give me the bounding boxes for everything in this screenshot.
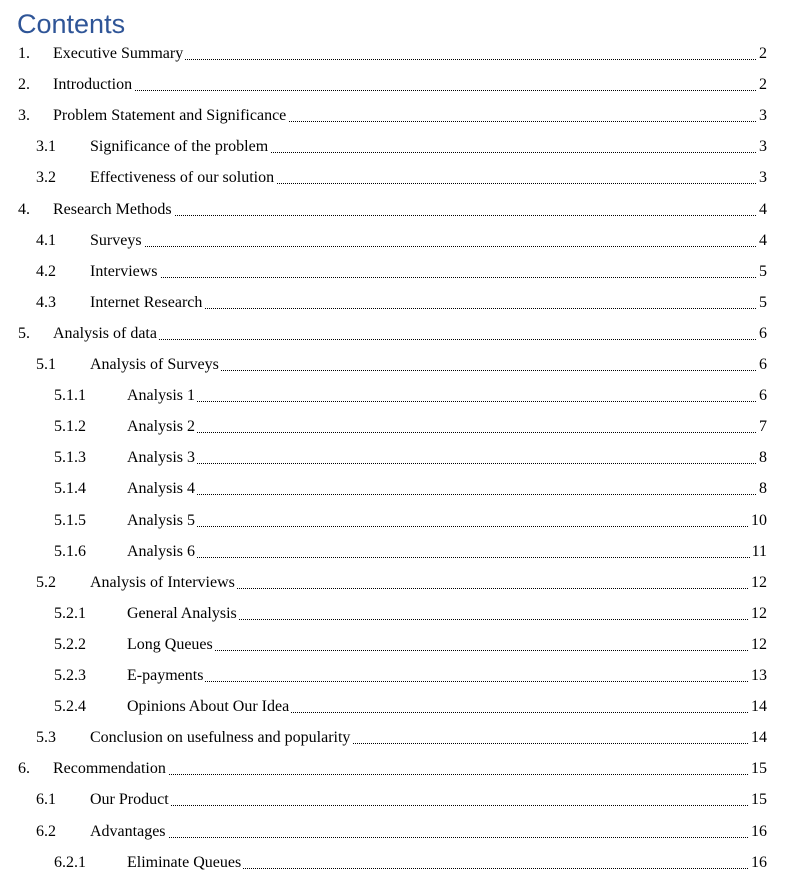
toc-entry-number: 4.1 [36,231,56,249]
dot-leader [96,245,764,247]
toc-entry[interactable] [0,598,794,629]
toc-entry-number: 5.2.4 [54,698,86,716]
toc-entry-page-number: 14 [751,729,767,747]
toc-entry-title: Long Queues [127,635,213,653]
toc-entry-number: 5.2.1 [54,604,86,622]
dot-leader [134,556,764,558]
toc-entry-number: 1. [18,45,30,62]
toc-entry[interactable] [0,225,794,256]
toc-entry-number: 5.1.4 [54,480,86,498]
toc-entry-title: Analysis 6 [127,542,195,560]
toc-entry-title: Recommendation [53,760,166,778]
toc-entry-page-number: 3 [759,107,767,125]
toc-entry-number: 5.1.6 [54,542,86,560]
toc-entry-number: 4. [18,200,30,218]
toc-entry-title: Conclusion on usefulness and popularity [90,729,351,747]
toc-entry[interactable] [0,536,794,567]
toc-entry[interactable] [0,287,794,318]
toc-entry[interactable] [0,847,794,878]
toc-entry-number: 3. [18,107,30,125]
toc-entry-title: Analysis of data [53,324,157,342]
toc-entry-title: Analysis of Interviews [90,573,235,591]
toc-entry[interactable] [0,473,794,504]
toc-entry-title: Analysis 5 [127,511,195,529]
toc-entry-page-number: 3 [759,169,767,187]
toc-entry-title: Effectiveness of our solution [90,169,275,187]
toc-entry-number: 5.1.2 [54,418,86,436]
toc-entry-title: Introduction [53,76,133,94]
dot-leader [60,338,764,340]
dot-leader [134,431,764,433]
toc-entry-page-number: 6 [759,324,767,342]
toc-entry-title: Surveys [90,231,142,249]
toc-entry-page-number: 13 [751,667,767,684]
toc-entry-title: Analysis of Surveys [90,356,219,373]
toc-entry[interactable] [0,784,794,815]
dot-leader [96,276,764,278]
toc-entry-number: 6.2.1 [54,853,86,871]
toc-entry-title: Problem Statement and Significance [53,107,287,125]
toc-entry[interactable] [0,753,794,784]
toc-entry-page-number: 2 [759,76,767,94]
toc-entry-number: 6.1 [36,791,56,809]
toc-entry-page-number: 4 [759,231,767,249]
toc-entry-title: Analysis 2 [127,418,195,436]
toc-entry-title: Analysis 4 [127,480,195,498]
toc-entry[interactable] [0,100,794,131]
toc-entry-number: 2. [18,76,30,94]
toc-entry-page-number: 12 [751,573,767,591]
toc-entry-page-number: 14 [751,698,767,716]
dot-leader [134,462,764,464]
toc-entry-number: 5.2.2 [54,635,86,653]
toc-entry[interactable] [0,349,794,380]
toc-entry-page-number: 16 [751,822,767,840]
toc-entry-page-number: 3 [759,138,767,156]
toc-entry-title: Opinions About Our Idea [127,698,290,716]
toc-heading: Contents [17,9,126,39]
toc-entry-number: 6. [18,760,30,778]
toc-entry-number: 5.1.3 [54,449,86,467]
toc-entry-page-number: 8 [759,449,767,467]
toc-entry[interactable] [0,38,794,69]
toc-entry-number: 5. [18,324,30,342]
toc-entry-page-number: 5 [759,262,767,280]
toc-entry[interactable] [0,505,794,536]
toc-entry[interactable] [0,691,794,722]
toc-entry-title: Significance of the problem [90,138,269,156]
toc-entry-title: Advantages [90,822,166,840]
toc-entry-number: 6.2 [36,822,56,840]
toc-entry-page-number: 16 [751,853,767,871]
toc-entry[interactable] [0,567,794,598]
toc-entry[interactable] [0,131,794,162]
toc-entry[interactable] [0,318,794,349]
toc-entry-number: 3.2 [36,169,56,187]
toc-entry-title: Executive Summary [53,45,184,62]
dot-leader [134,680,764,682]
toc-entry-number: 4.2 [36,262,56,280]
toc-entry-title: General Analysis [127,604,237,622]
toc-entry-number: 5.2 [36,573,56,591]
toc-entry-page-number: 7 [759,418,767,436]
toc-entry-page-number: 15 [751,791,767,809]
dot-leader [134,400,764,402]
toc-entry[interactable] [0,380,794,411]
toc-entry-page-number: 15 [751,760,767,778]
toc-entry[interactable] [0,660,794,691]
dot-leader [134,493,764,495]
toc-entry-page-number: 12 [751,604,767,622]
toc-entry-page-number: 5 [759,293,767,311]
toc-entry-number: 5.1.1 [54,387,86,405]
toc-entry-number: 3.1 [36,138,56,156]
toc-entry-title: Interviews [90,262,158,280]
toc-entry[interactable] [0,69,794,100]
toc-entry-page-number: 11 [751,542,767,560]
toc-entry-title: Analysis 3 [127,449,195,467]
toc-entry-number: 5.1.5 [54,511,86,529]
toc-entry-page-number: 8 [759,480,767,498]
dot-leader [134,649,764,651]
toc-entry[interactable] [0,162,794,193]
toc-entry-number: 5.2.3 [54,667,86,684]
toc-entry-number: 4.3 [36,293,56,311]
dot-leader [134,525,764,527]
toc-entry[interactable] [0,816,794,847]
toc-entry-page-number: 4 [759,200,767,218]
dot-leader [60,89,764,91]
toc-entry[interactable] [0,629,794,660]
toc-entry-title: Research Methods [53,200,172,218]
toc-entry-title: E-payments [127,667,204,684]
toc-entry-title: Eliminate Queues [127,853,242,871]
toc-entry-number: 5.3 [36,729,56,747]
toc-entry-page-number: 10 [751,511,767,529]
toc-entry-title: Internet Research [90,293,203,311]
toc-entry-page-number: 6 [759,356,767,373]
toc-entry-number: 5.1 [36,356,56,373]
toc-entry[interactable] [0,256,794,287]
toc-entry-page-number: 12 [751,635,767,653]
toc-entry-title: Analysis 1 [127,387,195,405]
dot-leader [96,836,764,838]
toc-entry-title: Our Product [90,791,169,809]
toc-entry[interactable] [0,442,794,473]
toc-entry-page-number: 2 [759,45,767,62]
toc-entry[interactable] [0,411,794,442]
toc-entry[interactable] [0,194,794,225]
toc-entry[interactable] [0,722,794,753]
toc-entry-page-number: 6 [759,387,767,405]
dot-leader [96,804,764,806]
